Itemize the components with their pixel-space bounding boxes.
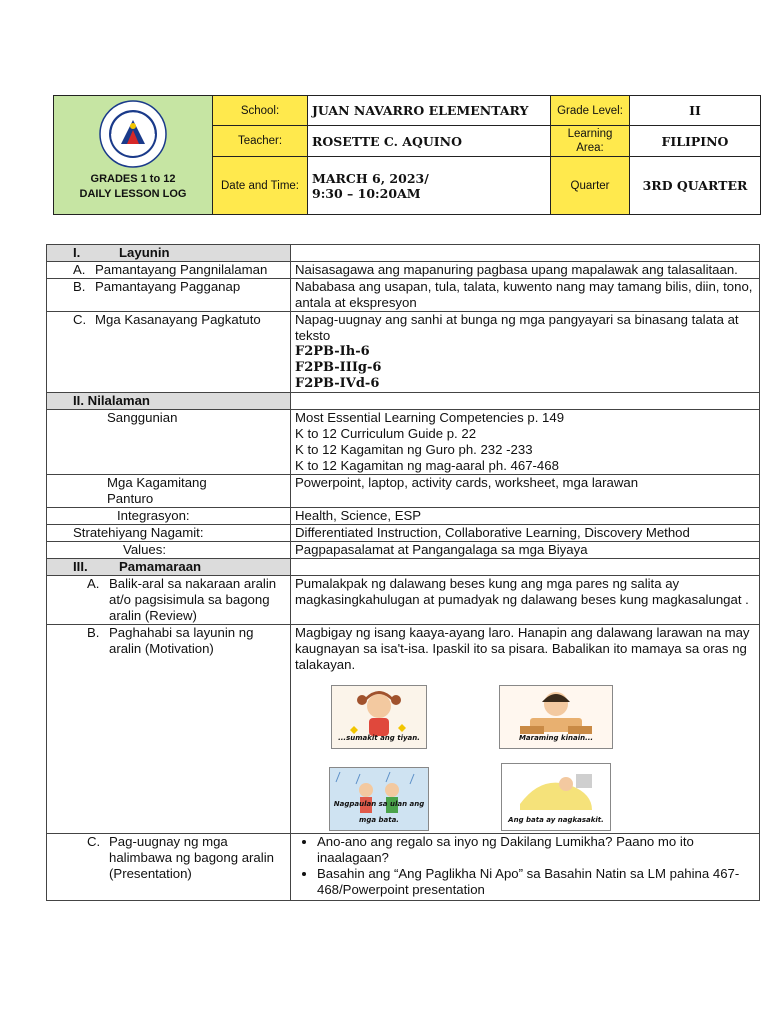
table-row (47, 525, 760, 542)
row-label: Mga Kasanayang Pagkatuto (95, 312, 261, 327)
table-row (47, 576, 760, 625)
row-value: Nababasa ang usapan, tula, talata, kuwento nang may tamang bilis, diin, tono, antala at ekspresyon (291, 279, 760, 312)
date-value (308, 157, 551, 215)
reference-line: K to 12 Curriculum Guide p. 22 (295, 426, 477, 441)
reference-line: K to 12 Kagamitan ng Guro ph. 232 -233 (295, 442, 533, 457)
school-label: School: (213, 96, 308, 126)
competency-code: F2PB-IVd-6 (295, 376, 380, 391)
table-row (47, 312, 760, 393)
list-item: • Basahin ang “Ang Paglikha Ni Apo” sa Basahin Natin sa LM pahina 467-468/Powerpoint presentation (317, 866, 755, 898)
row-label: Integrasyon: (47, 508, 291, 525)
date-value-line2: 9:30 – 10:20AM (312, 185, 421, 201)
row-value: Powerpoint, laptop, activity cards, worksheet, mga larawan (291, 475, 760, 508)
lesson-log-header (53, 95, 761, 215)
section-title (47, 559, 291, 576)
row-label: Balik-aral sa nakaraan aralin at/o pagsisimula sa bagong aralin (Review) (109, 576, 277, 623)
deped-seal-icon (99, 100, 167, 168)
log-title-line2: DAILY LESSON LOG (79, 188, 187, 200)
row-label: Pamantayang Pangnilalaman (95, 262, 268, 277)
section-label: Nilalaman (87, 393, 150, 408)
area-label: Learning Area: (551, 126, 630, 157)
row-label: Mga Kagamitang Panturo (47, 475, 291, 508)
section-row (47, 393, 760, 410)
row-value (291, 410, 760, 475)
table-row (47, 279, 760, 312)
row-letter: B. (87, 625, 100, 640)
row-letter: A. (73, 262, 86, 277)
picture-cards (295, 673, 755, 833)
quarter-value: 3RD QUARTER (630, 157, 761, 215)
section-number: I. (73, 245, 81, 260)
section-row (47, 559, 760, 576)
table-row (47, 508, 760, 525)
header-title-cell (54, 96, 213, 215)
row-letter: C. (87, 834, 101, 849)
section-label: Pamamaraan (119, 559, 202, 574)
lesson-log-table (46, 244, 760, 901)
section-label: Layunin (119, 245, 170, 260)
row-value: Naisasagawa ang mapanuring pagbasa upang mapalawak ang talasalitaan. (291, 262, 760, 279)
row-label: Pamantayang Pagganap (95, 279, 241, 294)
row-value: Health, Science, ESP (291, 508, 760, 525)
row-value: Pumalakpak ng dalawang beses kung ang mga pares ng salita ay magkasingkahulugan at pumadyak ng dalawang beses kung magkasalungat . (291, 576, 760, 625)
section-number: II. (73, 393, 84, 408)
quarter-label: Quarter (551, 157, 630, 215)
motivation-text: Magbigay ng isang kaaya-ayang laro. Hanapin ang dalawang larawan na may kaugnayan sa isa't-isa. Ipaskil ito sa pisara. Babalikan ito mamaya sa oras ng talakayan. (295, 625, 750, 672)
picture-caption: Nagpaulan sa ulan ang mga bata. (333, 800, 425, 824)
grade-value: II (630, 96, 761, 126)
picture-caption: ...sumakit ang tiyan. (338, 734, 420, 742)
competency-text: Napag-uugnay ang sanhi at bunga ng mga pangyayari sa binasang talata at teksto (295, 312, 739, 343)
row-label: Paghahabi sa layunin ng aralin (Motivation) (109, 625, 254, 656)
area-value: FILIPINO (630, 126, 761, 157)
row-label: Values: (47, 542, 291, 559)
teacher-label: Teacher: (213, 126, 308, 157)
table-row (47, 625, 760, 834)
reference-line: Most Essential Learning Competencies p. 149 (295, 410, 565, 425)
school-value: JUAN NAVARRO ELEMENTARY (308, 96, 551, 126)
date-value-line1: MARCH 6, 2023/ (312, 170, 429, 186)
table-row (47, 410, 760, 475)
table-row (47, 475, 760, 508)
row-label: Sanggunian (47, 410, 291, 475)
picture-card (331, 685, 427, 749)
row-value (291, 625, 760, 834)
competency-code: F2PB-Ih-6 (295, 344, 370, 359)
section-title (47, 245, 291, 262)
picture-card (329, 767, 429, 831)
row-value: Differentiated Instruction, Collaborative Learning, Discovery Method (291, 525, 760, 542)
row-label: Pag-uugnay ng mga halimbawa ng bagong aralin (Presentation) (109, 834, 274, 881)
row-label: Stratehiyang Nagamit: (47, 525, 291, 542)
table-row (47, 262, 760, 279)
row-value: Pagpapasalamat at Pangangalaga sa mga Biyaya (291, 542, 760, 559)
row-letter: C. (73, 312, 87, 327)
log-title-line1: GRADES 1 to 12 (90, 173, 176, 185)
list-item: • Ano-ano ang regalo sa inyo ng Dakilang Lumikha? Paano mo ito inaalagaan? (317, 834, 755, 866)
date-label: Date and Time: (213, 157, 308, 215)
table-row (47, 542, 760, 559)
row-value (291, 312, 760, 393)
picture-caption: Ang bata ay nagkasakit. (508, 816, 604, 824)
picture-card (499, 685, 613, 749)
picture-caption: Maraming kinain... (518, 734, 594, 742)
grade-label: Grade Level: (551, 96, 630, 126)
row-letter: B. (73, 279, 86, 294)
teacher-value: ROSETTE C. AQUINO (308, 126, 551, 157)
row-letter: A. (87, 576, 100, 591)
picture-card (501, 763, 611, 831)
table-row (47, 834, 760, 901)
reference-line: K to 12 Kagamitan ng mag-aaral ph. 467-468 (295, 458, 559, 473)
section-number: III. (73, 559, 88, 574)
row-value (291, 834, 760, 901)
presentation-list (295, 834, 755, 898)
section-row (47, 245, 760, 262)
competency-code: F2PB-IIIg-6 (295, 360, 382, 375)
section-title (47, 393, 291, 410)
